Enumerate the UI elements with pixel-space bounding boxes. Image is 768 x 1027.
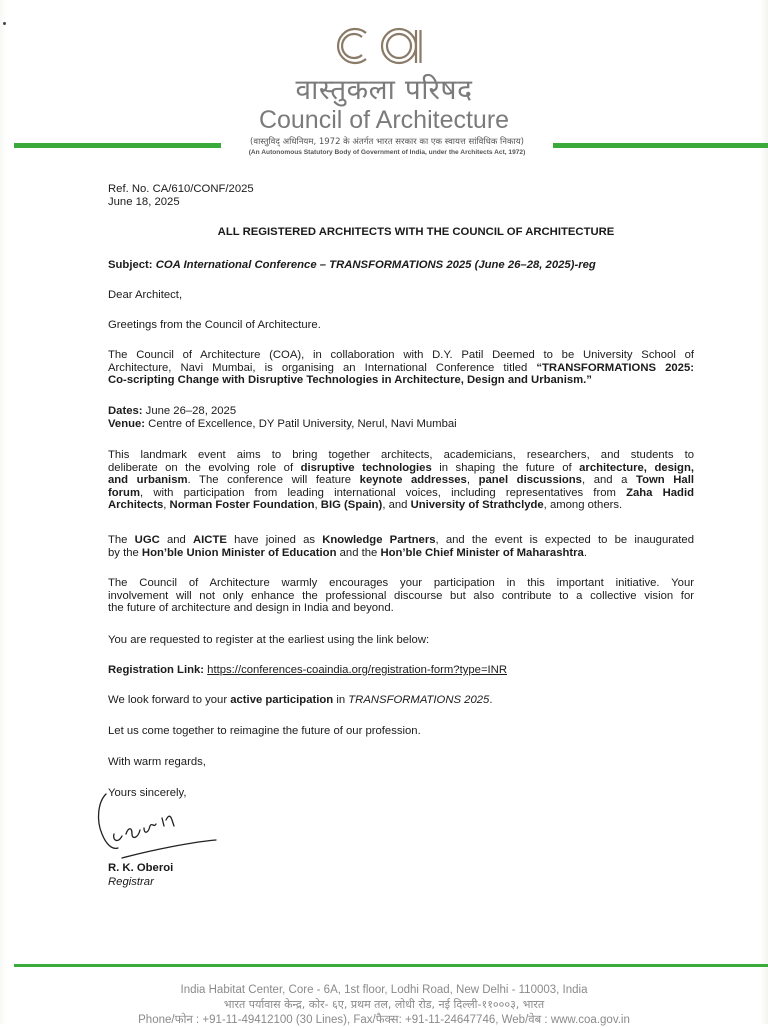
- english-council-name: Council of Architecture: [258, 106, 510, 134]
- coa-logo-icon: [329, 22, 439, 70]
- header-rule-right: [553, 143, 768, 148]
- event-details: [108, 405, 694, 430]
- handwritten-signature: [92, 790, 232, 862]
- hindi-council-name: वास्तुकला परिषद: [295, 73, 473, 106]
- ref-number: Ref. No. CA/610/CONF/2025: [108, 183, 254, 195]
- header-rule-left: [14, 143, 221, 148]
- paragraph-register-request: You are requested to register at the earliest using the link below:: [108, 634, 430, 646]
- subject-text: COA International Conference – TRANSFORMATIONS 2025 (June 26–28, 2025)-reg: [155, 259, 596, 271]
- subject-label: Subject:: [108, 259, 153, 271]
- closing-line: With warm regards,: [108, 756, 206, 768]
- venue-row: Venue: Centre of Excellence, DY Patil University, Nerul, Navi Mumbai: [108, 417, 457, 430]
- paragraph-partners: The UGC and AICTE have joined as Knowledge Partners, and the event is expected to be inaugurated by the Hon’ble Union Minister of Education and the Hon’ble Chief Minister of Maharashtra.: [108, 534, 694, 559]
- paragraph-reimagine: Let us come together to reimagine the future of our profession.: [108, 725, 421, 737]
- registration-row: [108, 664, 694, 677]
- registration-label: Registration Link:: [108, 664, 205, 676]
- english-statutory-note: (An Autonomous Statutory Body of Government of India, under the Architects Act, 1972): [248, 149, 526, 156]
- salutation: Dear Architect,: [108, 289, 183, 301]
- footer-address-hindi: भारत पर्यावास केन्द्र, कोर- ६ए, प्रथम तल, लोधी रोड, नई दिल्ली-११०००३, भारत: [223, 998, 545, 1011]
- greeting: Greetings from the Council of Architecture.: [108, 319, 321, 331]
- coa-logo: [0, 22, 768, 70]
- addressee-heading: ALL REGISTERED ARCHITECTS WITH THE COUNCIL OF ARCHITECTURE: [217, 226, 615, 238]
- hindi-statutory-note: (वास्तुविद् अधिनियम, 1972 के अंतर्गत भारत सरकार का एक स्वायत्त सांविधिक निकाय): [250, 137, 524, 147]
- paragraph-look-forward: We look forward to your active participation in TRANSFORMATIONS 2025.: [108, 694, 493, 706]
- signer-title: Registrar: [108, 876, 154, 888]
- letter-date: June 18, 2025: [108, 195, 180, 208]
- footer-address-english: India Habitat Center, Core - 6A, 1st floor, Lodhi Road, New Delhi - 110003, India: [180, 984, 588, 996]
- signer-name: R. K. Oberoi: [108, 862, 174, 874]
- dates-row: Dates: June 26–28, 2025: [108, 405, 237, 417]
- paragraph-event-aims: This landmark event aims to bring together architects, academicians, researchers, and students to deliberate on the evolving role of disruptive technologies in shaping the future of architecture, design, and urbanism. The conference will feature keynote addresses, panel discussions, and a Town Hall forum, with participation from leading international voices, including representatives from Zaha Hadid Architects, Norman Foster Foundation, BIG (Spain), and University of Strathclyde, among others.: [108, 449, 695, 512]
- registration-link[interactable]: https://conferences-coaindia.org/registration-form?type=INR: [207, 664, 507, 676]
- paragraph-encourage: The Council of Architecture warmly encourages your participation in this important initiative. Your involvement will not only enhance the professional discourse but also contribute to a collective vision for the future of architecture and design in India and beyond.: [108, 577, 694, 615]
- footer-contact: Phone/फोन : +91-11-49412100 (30 Lines), Fax/फैक्स: +91-11-24647746, Web/वेब : www.coa.gov.in: [138, 1014, 630, 1026]
- footer-rule: [14, 964, 768, 967]
- yours-sincerely: Yours sincerely,: [108, 787, 187, 799]
- paragraph-intro: The Council of Architecture (COA), in collaboration with D.Y. Patil Deemed to be University School of Architecture, Navi Mumbai, is organising an International Conference titled “TRANSFORMATIONS 2025: Co-scripting Change with Disruptive Technologies in Architecture, Design and Urbanism.”: [108, 349, 695, 387]
- reference-block: [108, 183, 694, 208]
- subject-line: [108, 259, 708, 272]
